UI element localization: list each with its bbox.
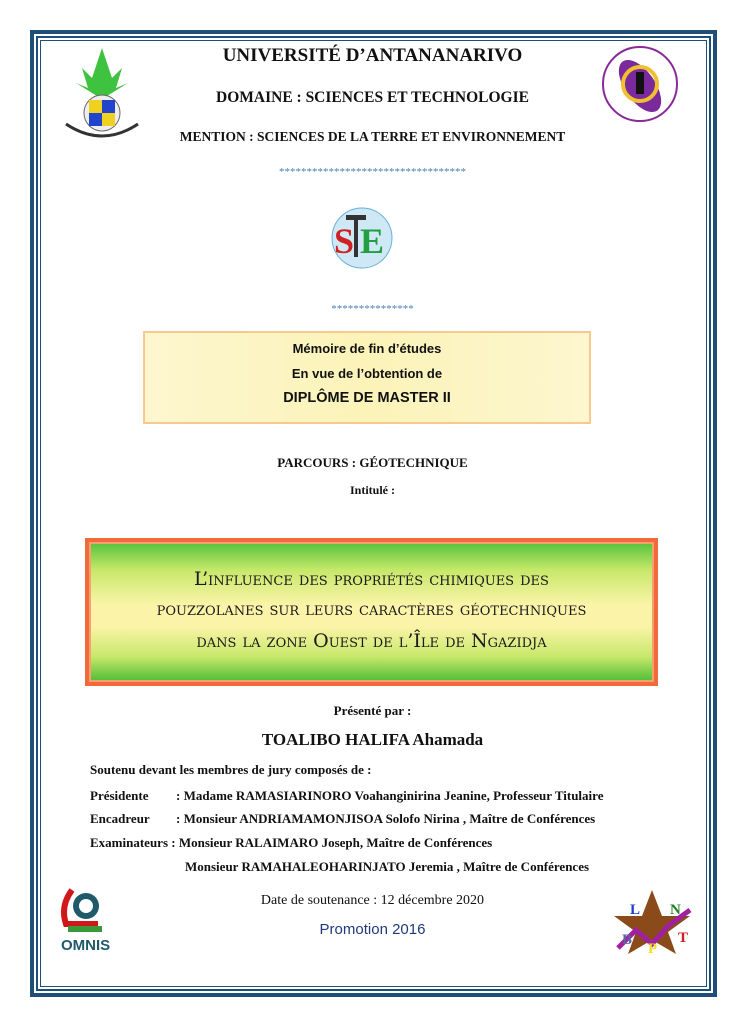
separator-stars: **********************************: [279, 166, 466, 178]
thesis-title-box: [85, 538, 658, 686]
jury-member: [90, 788, 603, 804]
thesis-title-line: L’influence des propriétés chimiques des: [194, 568, 549, 590]
defense-date: Date de soutenance : 12 décembre 2020: [260, 893, 485, 908]
jury-role: Examinateurs: [90, 835, 168, 850]
svg-text:OMNIS: OMNIS: [61, 937, 111, 954]
promotion: Promotion 2016: [319, 921, 426, 938]
domain-heading: DOMAINE : SCIENCES ET TECHNOLOGIE: [216, 89, 529, 106]
ste-logo: [316, 195, 408, 281]
svg-text:E: E: [360, 221, 385, 261]
parcours: PARCOURS : GÉOTECHNIQUE: [277, 455, 468, 470]
intitule-label: Intitulé :: [350, 483, 395, 497]
separator-stars: ***************: [331, 303, 414, 315]
jury-member: [90, 835, 492, 851]
university-name: UNIVERSITÉ D’ANTANANARIVO: [222, 45, 523, 66]
svg-text:T: T: [678, 930, 689, 946]
memoire-line: En vue de l’obtention de: [291, 366, 443, 381]
author-name: TOALIBO HALIFA Ahamada: [261, 730, 484, 749]
thesis-title-line: dans la zone Ouest de l’Île de Ngazidja: [196, 630, 547, 652]
jury-role: Encadreur: [90, 811, 150, 826]
memoire-box: [143, 331, 591, 424]
diploma-title: DIPLÔME DE MASTER II: [283, 390, 451, 406]
jury-detail: : Monsieur ANDRIAMAMONJISOA Solofo Nirina , Maître de Conférences: [176, 811, 596, 826]
svg-text:N: N: [670, 902, 681, 918]
jury-member: [185, 859, 589, 875]
mention-heading: MENTION : SCIENCES DE LA TERRE ET ENVIRONNEMENT: [179, 129, 566, 144]
lnbpt-logo: [612, 890, 692, 954]
jury-detail: : Monsieur RALAIMARO Joseph, Maître de Conférences: [171, 835, 493, 850]
jury-intro: Soutenu devant les membres de jury composés de :: [90, 762, 372, 777]
svg-text:S: S: [334, 221, 355, 261]
jury-member: [90, 811, 595, 827]
svg-text:L: L: [630, 902, 641, 918]
presented-by-label: Présenté par :: [333, 703, 412, 718]
memoire-line: Mémoire de fin d’études: [292, 341, 442, 356]
jury-role: Présidente: [90, 788, 149, 803]
svg-text:B: B: [622, 932, 633, 948]
thesis-title-line: pouzzolanes sur leurs caractères géotechniques: [156, 598, 587, 620]
svg-text:P: P: [648, 941, 658, 954]
jury-detail: Monsieur RAMAHALEOHARINJATO Jeremia , Maître de Conférences: [185, 859, 590, 874]
jury-detail: : Madame RAMASIARINORO Voahanginirina Jeanine, Professeur Titulaire: [176, 788, 604, 803]
